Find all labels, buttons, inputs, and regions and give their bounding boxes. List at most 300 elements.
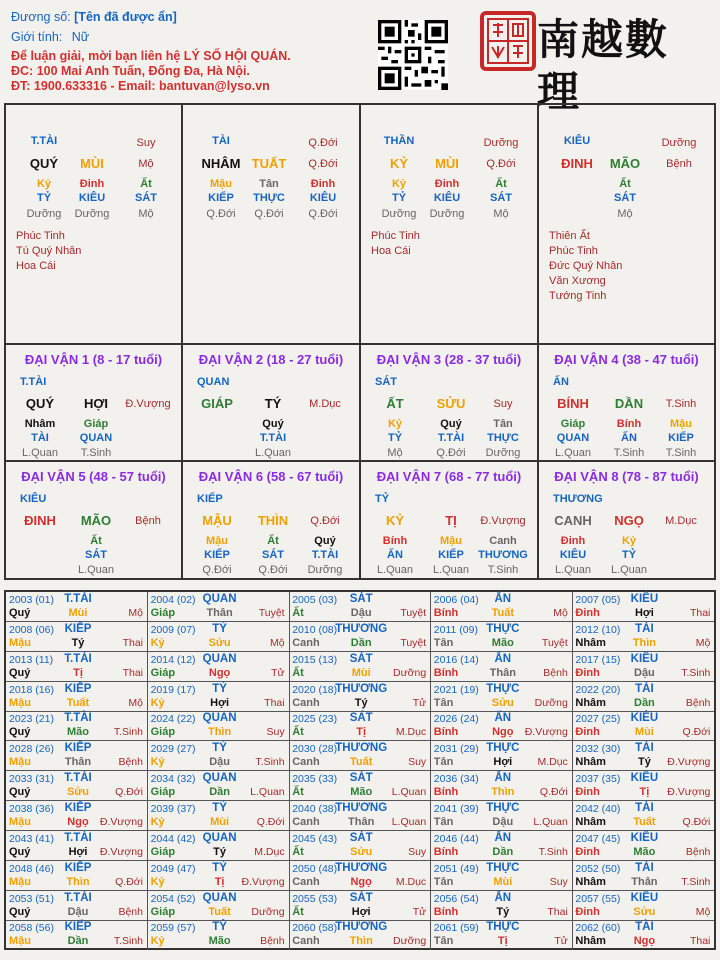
dai-van-hidden-stage: Dưỡng xyxy=(485,447,521,459)
year-god: THỰC xyxy=(486,622,520,635)
year-cell xyxy=(289,652,431,682)
year-cell xyxy=(289,622,431,652)
year-branch: Thân xyxy=(64,756,92,769)
dai-van-hidden-stage: T.Sinh xyxy=(613,447,645,459)
year-stage: Đ.Vượng xyxy=(99,845,143,858)
hidden-stem: Ất xyxy=(619,178,631,190)
gender-label: Giới tính: xyxy=(11,30,63,44)
hidden-god: KIÊU xyxy=(433,192,461,204)
year-branch: Sửu xyxy=(350,845,373,858)
logo-text: 南越數理 xyxy=(537,15,670,116)
year-branch: Dậu xyxy=(634,666,655,679)
year-label: 2029 (27) xyxy=(150,743,196,756)
year-god: KIÊU xyxy=(630,831,659,844)
pillar-branch: MÙI xyxy=(435,156,459,171)
year-label: 2046 (44) xyxy=(433,832,479,845)
year-label: 2006 (04) xyxy=(433,594,479,606)
dai-van-hidden-stage: L.Quan xyxy=(376,564,414,576)
year-stage: T.Sinh xyxy=(681,666,711,679)
year-cell xyxy=(431,771,573,801)
year-stage: Suy xyxy=(549,875,568,888)
year-god: THƯƠNG xyxy=(335,801,388,814)
dai-van-title: ĐẠI VẬN 6 (58 - 67 tuổi) xyxy=(198,469,344,484)
hidden-stem: Ất xyxy=(140,178,152,190)
year-god: QUAN xyxy=(202,712,237,725)
pillar-branch: MÙI xyxy=(80,156,104,171)
hidden-stage: Q.Đới xyxy=(206,208,236,220)
year-god: THƯƠNG xyxy=(335,921,388,934)
year-branch: Dần xyxy=(492,845,514,858)
year-god: T.TÀI xyxy=(64,652,92,665)
dai-van-6 xyxy=(183,462,361,580)
dai-van-hidden-stem: Mậu xyxy=(206,535,228,547)
year-god: TỶ xyxy=(212,742,227,755)
year-god: THỰC xyxy=(486,742,520,755)
special-star: Thiên Ất xyxy=(549,230,590,242)
year-stage: Q.Đới xyxy=(539,786,568,799)
year-label: 2020 (18) xyxy=(292,683,338,696)
dai-van-title: ĐẠI VẬN 4 (38 - 47 tuổi) xyxy=(554,352,699,367)
year-stem: Nhâm xyxy=(575,875,606,888)
year-stem: Quý xyxy=(9,845,31,858)
year-god: T.TÀI xyxy=(64,712,92,725)
year-cell xyxy=(6,711,148,741)
pillar-stem: QUÝ xyxy=(29,156,59,171)
year-branch: Mão xyxy=(633,845,656,858)
year-branch: Ngọ xyxy=(208,666,231,679)
year-god: SÁT xyxy=(349,772,373,785)
year-stage: Thai xyxy=(689,607,711,619)
year-branch: Tị xyxy=(73,666,83,679)
year-stage: Mộ xyxy=(128,607,143,619)
year-god: TÀI xyxy=(635,921,654,934)
year-cell xyxy=(431,652,573,682)
year-cell xyxy=(148,652,290,682)
contact-line: Để luận giải, mời bạn liên hệ LÝ SỐ HỘI QUÁN. xyxy=(11,49,291,63)
hidden-stage: Q.Đới xyxy=(308,208,338,220)
year-branch: Tý xyxy=(213,845,227,858)
year-stage: M.Dục xyxy=(537,756,568,769)
year-stem: Tân xyxy=(433,875,454,888)
year-label: 2050 (48) xyxy=(292,862,338,875)
year-branch: Sửu xyxy=(491,696,514,709)
year-label: 2018 (16) xyxy=(9,683,54,696)
dai-van-stem: ẤT xyxy=(386,396,404,411)
year-stem: Tân xyxy=(433,815,454,828)
year-cell xyxy=(6,891,148,921)
year-cell xyxy=(148,622,290,652)
year-stage: M.Dục xyxy=(395,726,427,739)
dai-van-hidden-stem: Quý xyxy=(314,535,336,547)
year-branch: Mùi xyxy=(68,607,88,619)
dai-van-branch-stage: T.Sinh xyxy=(665,398,697,410)
year-cell xyxy=(148,771,290,801)
dai-van-hidden-stem: Ất xyxy=(90,535,102,547)
dai-van-hidden-stage: L.Quan xyxy=(432,564,470,576)
year-stem: Kỷ xyxy=(150,696,165,709)
year-cell xyxy=(572,652,714,682)
year-god: QUAN xyxy=(202,593,237,605)
year-cell xyxy=(572,711,714,741)
hidden-god: SÁT xyxy=(614,192,636,204)
year-stage: Mộ xyxy=(695,905,711,918)
year-god: TỶ xyxy=(212,801,227,814)
year-branch: Dần xyxy=(350,636,372,649)
year-stem: Nhâm xyxy=(575,935,606,948)
dai-van-hidden-stem: Quý xyxy=(262,418,284,430)
year-label: 2015 (13) xyxy=(292,653,338,666)
year-stem: Tân xyxy=(433,756,454,769)
year-branch: Thìn xyxy=(66,875,90,888)
dai-van-hidden-stem: Nhâm xyxy=(24,418,56,430)
year-label: 2012 (10) xyxy=(575,623,621,636)
year-branch: Thân xyxy=(631,875,658,888)
year-label: 2062 (60) xyxy=(575,922,621,935)
year-label: 2022 (20) xyxy=(575,683,621,696)
year-label: 2026 (24) xyxy=(433,713,479,726)
dai-van-hidden-god: SÁT xyxy=(85,549,107,561)
year-label: 2016 (14) xyxy=(433,653,479,666)
year-stem: Giáp xyxy=(150,845,176,858)
year-cell xyxy=(6,622,148,652)
year-stage: Đ.Vượng xyxy=(524,726,568,739)
year-stem: Giáp xyxy=(150,786,176,799)
year-branch: Mùi xyxy=(493,875,513,888)
year-god: T.TÀI xyxy=(64,891,92,904)
year-label: 2047 (45) xyxy=(575,832,621,845)
year-stem: Quý xyxy=(9,786,31,799)
year-stem: Mậu xyxy=(9,815,31,828)
dai-van-branch: DẦN xyxy=(614,396,644,411)
year-stage: Tử xyxy=(554,935,568,948)
year-branch: Thân xyxy=(348,815,375,828)
year-label: 2038 (36) xyxy=(9,802,54,815)
dai-van-4 xyxy=(539,345,714,462)
year-label: 2021 (19) xyxy=(433,683,479,696)
year-stem: Ất xyxy=(292,905,304,918)
year-god: QUAN xyxy=(202,772,237,785)
special-star: Phúc Tinh xyxy=(371,230,420,242)
year-stage: Tử xyxy=(271,666,285,679)
year-cell xyxy=(572,831,714,861)
pillar-branch-stage: Bệnh xyxy=(666,158,692,170)
year-stem: Quý xyxy=(9,905,31,918)
year-cell xyxy=(431,682,573,712)
year-god: TỶ xyxy=(212,622,227,635)
dai-van-hidden-stem: Kỷ xyxy=(387,418,403,430)
year-god: TỶ xyxy=(212,861,227,874)
year-god: TÀI xyxy=(635,682,654,695)
year-god: THỰC xyxy=(486,921,520,934)
year-cell xyxy=(431,891,573,921)
hidden-stem: Đinh xyxy=(434,178,460,190)
year-branch: Tý xyxy=(637,756,651,769)
year-label: 2051 (49) xyxy=(433,862,479,875)
year-cell xyxy=(289,801,431,831)
year-cell xyxy=(431,741,573,771)
qr-code[interactable] xyxy=(378,20,448,90)
year-branch: Dậu xyxy=(350,607,372,619)
year-cell xyxy=(6,652,148,682)
dai-van-title: ĐẠI VẬN 3 (28 - 37 tuổi) xyxy=(376,352,522,367)
year-god: THƯƠNG xyxy=(335,742,388,755)
year-god: KIÊU xyxy=(630,712,659,725)
year-branch: Thìn xyxy=(491,786,515,799)
year-stage: L.Quan xyxy=(391,815,427,828)
dai-van-title: ĐẠI VẬN 8 (78 - 87 tuổi) xyxy=(554,469,699,484)
year-label: 2054 (52) xyxy=(150,892,196,905)
year-god: KIÊU xyxy=(630,772,659,785)
year-god: KIÊU xyxy=(630,891,659,904)
pillar-stage: Dưỡng xyxy=(483,137,519,149)
year-cell xyxy=(572,741,714,771)
year-god: KIÊU xyxy=(630,652,659,665)
dai-van-branch: NGỌ xyxy=(614,513,644,528)
year-stage: Suy xyxy=(266,726,285,739)
dai-van-top-god: KIẾP xyxy=(197,493,223,505)
year-branch: Tị xyxy=(214,875,225,888)
dai-van-top-god: T.TÀI xyxy=(20,376,47,388)
year-branch: Tý xyxy=(71,636,85,649)
year-label: 2061 (59) xyxy=(433,922,479,935)
year-cell xyxy=(6,682,148,712)
year-god: KIÊU xyxy=(630,593,659,605)
dai-van-branch-stage: Suy xyxy=(493,398,513,410)
year-cell xyxy=(431,861,573,891)
dai-van-branch-stage: Đ.Vượng xyxy=(480,515,526,527)
dai-van-hidden-stem: Ất xyxy=(267,535,279,547)
year-god: KIẾP xyxy=(64,921,92,934)
year-branch: Thân xyxy=(206,607,233,619)
year-label: 2049 (47) xyxy=(150,862,196,875)
dai-van-hidden-god: THỰC xyxy=(487,432,519,444)
year-cell xyxy=(289,741,431,771)
pillar-stem: KỶ xyxy=(389,156,409,171)
year-stage: Tuyệt xyxy=(400,607,427,619)
year-stem: Bính xyxy=(433,666,459,679)
year-stage: T.Sinh xyxy=(538,845,568,858)
year-god: TÀI xyxy=(635,742,654,755)
year-god: TỶ xyxy=(212,682,227,695)
year-label: 2043 (41) xyxy=(9,832,54,845)
dai-van-branch-stage: Bệnh xyxy=(135,515,161,527)
dai-van-hidden-stem: Bính xyxy=(382,535,408,547)
year-cell xyxy=(148,861,290,891)
year-god: SÁT xyxy=(349,831,373,844)
gender-value: Nữ xyxy=(71,30,90,44)
pillar-stage: Q.Đới xyxy=(308,137,338,149)
year-stem: Nhâm xyxy=(575,696,606,709)
dai-van-hidden-god: QUAN xyxy=(79,432,113,444)
year-label: 2010 (08) xyxy=(292,623,338,636)
dai-van-hidden-god: TỶ xyxy=(621,549,637,561)
year-cell xyxy=(289,711,431,741)
year-label: 2058 (56) xyxy=(9,922,54,935)
dai-van-top-god: QUAN xyxy=(197,376,230,388)
year-god: T.TÀI xyxy=(64,772,92,785)
year-label: 2040 (38) xyxy=(292,802,338,815)
year-branch: Mùi xyxy=(351,666,371,679)
year-cell xyxy=(431,622,573,652)
year-god: SÁT xyxy=(349,593,373,605)
year-branch: Tuất xyxy=(491,607,514,619)
dai-van-hidden-god: TÀI xyxy=(31,432,49,444)
dai-van-top-god: KIÊU xyxy=(20,493,47,505)
hidden-god: KIÊU xyxy=(78,192,106,204)
dai-van-branch: SỬU xyxy=(436,396,466,411)
year-god: SÁT xyxy=(349,652,373,665)
year-label: 2025 (23) xyxy=(292,713,338,726)
hidden-god: KIẾP xyxy=(208,192,234,204)
pillar-stem: ĐINH xyxy=(561,156,593,171)
hidden-stage: Dưỡng xyxy=(381,208,417,220)
year-cell xyxy=(148,801,290,831)
year-god: THƯƠNG xyxy=(335,622,388,635)
year-god: ẤN xyxy=(494,891,512,904)
year-stage: Đ.Vượng xyxy=(241,875,285,888)
year-stem: Ất xyxy=(292,666,304,679)
dai-van-stem: ĐINH xyxy=(24,513,56,528)
gender-line xyxy=(11,30,89,44)
special-star: Phúc Tinh xyxy=(549,245,598,257)
hidden-stem: Mậu xyxy=(210,178,232,190)
year-branch: Mão xyxy=(67,726,89,739)
hidden-god: TỶ xyxy=(391,192,407,204)
year-stem: Canh xyxy=(292,815,320,828)
year-branch: Tuất xyxy=(349,756,373,769)
year-label: 2036 (34) xyxy=(433,773,479,786)
year-stage: Dưỡng xyxy=(534,696,568,709)
year-cell xyxy=(431,592,573,622)
year-stem: Quý xyxy=(9,666,31,679)
special-star: Tú Quý Nhân xyxy=(16,245,82,257)
year-stage: Dưỡng xyxy=(393,666,427,679)
year-god: T.TÀI xyxy=(64,831,92,844)
hidden-stage: Q.Đới xyxy=(254,208,284,220)
pillar-branch: MÃO xyxy=(609,156,641,171)
year-stem: Nhâm xyxy=(575,636,606,649)
dai-van-branch-stage: Đ.Vượng xyxy=(125,398,171,410)
dai-van-hidden-stage: Mộ xyxy=(387,447,403,459)
year-cell xyxy=(6,861,148,891)
year-branch: Hợi xyxy=(493,756,513,769)
year-stage: L.Quan xyxy=(533,815,568,828)
year-branch: Tuất xyxy=(66,696,90,709)
year-stage: M.Dục xyxy=(395,875,427,888)
logo xyxy=(479,10,709,116)
year-cell xyxy=(572,861,714,891)
year-cell xyxy=(148,920,290,950)
year-stem: Đinh xyxy=(575,786,600,799)
year-god: ẤN xyxy=(494,593,512,605)
year-cell xyxy=(289,831,431,861)
dai-van-hidden-god: T.TÀI xyxy=(259,432,287,444)
year-label: 2024 (22) xyxy=(150,713,196,726)
pillar-2 xyxy=(183,105,361,345)
year-branch: Hợi xyxy=(210,696,230,709)
pillar-3 xyxy=(361,105,539,345)
year-label: 2041 (39) xyxy=(433,802,479,815)
year-stem: Đinh xyxy=(575,905,600,918)
special-star: Tướng Tinh xyxy=(549,290,607,302)
year-label: 2023 (21) xyxy=(9,713,54,726)
year-label: 2037 (35) xyxy=(575,773,621,786)
hidden-god: THỰC xyxy=(253,192,285,204)
year-label: 2048 (46) xyxy=(9,862,54,875)
dai-van-branch: TỊ xyxy=(445,513,457,528)
year-god: ẤN xyxy=(494,772,512,785)
year-stem: Kỷ xyxy=(150,875,165,888)
dai-van-stem: CANH xyxy=(554,513,592,528)
year-stage: Bệnh xyxy=(118,756,143,769)
hidden-stem: Đinh xyxy=(79,178,105,190)
year-stage: Mộ xyxy=(270,636,285,649)
year-stem: Đinh xyxy=(575,607,600,619)
year-stem: Ất xyxy=(292,726,304,739)
dai-van-hidden-stem: Quý xyxy=(440,418,462,430)
special-star: Văn Xương xyxy=(549,275,606,287)
year-stage: Bệnh xyxy=(685,696,711,709)
pillar-top-god: T.TÀI xyxy=(30,135,58,147)
year-cell xyxy=(289,861,431,891)
year-branch: Ngọ xyxy=(492,726,514,739)
year-stem: Canh xyxy=(292,756,320,769)
year-stage: Bệnh xyxy=(543,666,568,679)
dai-van-top-god: SÁT xyxy=(375,376,397,388)
year-stage: Suy xyxy=(408,845,427,858)
year-stage: Tuyệt xyxy=(400,636,427,649)
year-stem: Giáp xyxy=(150,666,176,679)
year-cell xyxy=(6,771,148,801)
hidden-god: TỶ xyxy=(36,192,52,204)
year-cell xyxy=(148,682,290,712)
dai-van-stem: QUÝ xyxy=(25,396,55,411)
annual-luck-table xyxy=(4,590,716,950)
year-stem: Mậu xyxy=(9,696,31,709)
year-stage: Tử xyxy=(412,696,427,709)
pillar-stage: Dưỡng xyxy=(661,137,697,149)
dai-van-top-god: ẤN xyxy=(553,376,569,388)
year-label: 2011 (09) xyxy=(433,623,478,636)
dai-van-top-god: THƯƠNG xyxy=(553,493,603,505)
year-cell xyxy=(6,920,148,950)
year-label: 2055 (53) xyxy=(292,892,338,905)
year-stage: L.Quan xyxy=(391,786,427,799)
hidden-stage: Dưỡng xyxy=(429,208,465,220)
year-branch: Tuất xyxy=(633,815,656,828)
special-star: Hoa Cái xyxy=(16,260,56,272)
dai-van-hidden-stage: Q.Đới xyxy=(258,564,288,576)
pillar-top-god: KIÊU xyxy=(563,135,591,147)
dai-van-8 xyxy=(539,462,714,580)
hidden-god: SÁT xyxy=(135,192,157,204)
year-cell xyxy=(6,741,148,771)
year-stem: Bính xyxy=(433,786,459,799)
year-god: QUAN xyxy=(202,831,237,844)
year-cell xyxy=(6,801,148,831)
dai-van-hidden-god: KIÊU xyxy=(559,549,587,561)
year-label: 2042 (40) xyxy=(575,802,621,815)
year-label: 2056 (54) xyxy=(433,892,479,905)
dai-van-hidden-stage: L.Quan xyxy=(77,564,115,576)
year-stage: Q.Đới xyxy=(256,815,285,828)
year-stage: Tuyệt xyxy=(541,636,568,649)
year-stage: Đ.Vượng xyxy=(667,756,711,769)
year-branch: Tuất xyxy=(208,905,231,918)
year-branch: Dần xyxy=(634,696,655,709)
year-label: 2045 (43) xyxy=(292,832,338,845)
year-cell xyxy=(148,741,290,771)
